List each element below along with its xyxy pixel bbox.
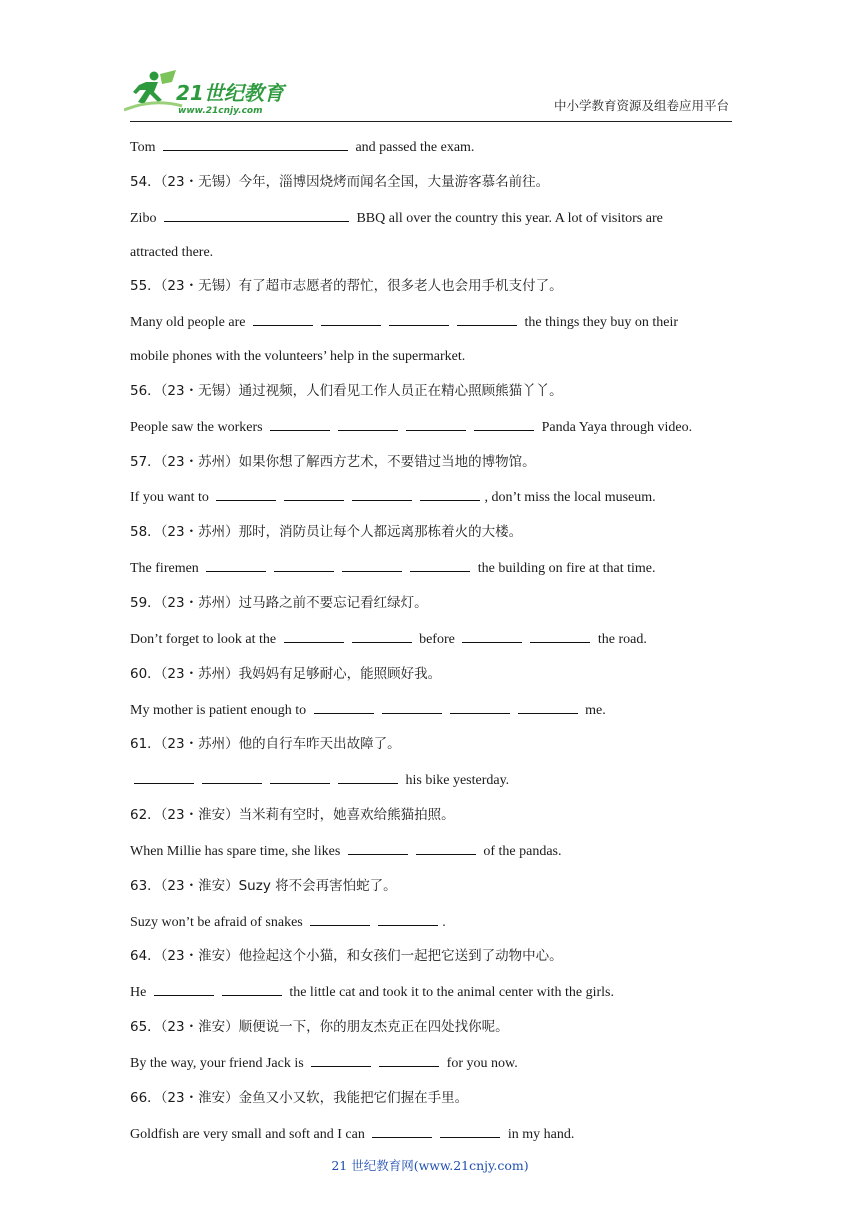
question-prompt — [130, 946, 730, 967]
question-sentence — [130, 1123, 730, 1145]
line-text: Panda Yaya through video. — [538, 419, 693, 435]
question-sentence — [130, 311, 730, 333]
answer-blank[interactable] — [416, 840, 476, 855]
line-text: My mother is patient enough to — [130, 702, 310, 718]
line-text: and passed the exam. — [351, 140, 475, 155]
line-text: me. — [581, 702, 606, 718]
question-sentence — [130, 840, 730, 862]
answer-blank[interactable] — [284, 486, 344, 501]
answer-blank[interactable] — [406, 416, 466, 431]
line-text: BBQ all over the country this year. A lot of visitors are — [352, 210, 663, 226]
line-text: in my hand. — [504, 1126, 575, 1142]
answer-blank[interactable] — [270, 769, 330, 784]
line-text: By the way, your friend Jack is — [130, 1055, 308, 1071]
line-text: People saw the workers — [130, 419, 267, 435]
header-divider — [130, 121, 732, 122]
line-text: Don’t forget to look at the — [130, 631, 280, 647]
logo-url: www.21cnjy.com — [178, 106, 263, 116]
answer-blank[interactable] — [440, 1123, 500, 1138]
question-sentence — [130, 1052, 730, 1074]
question-sentence — [130, 628, 730, 650]
answer-blank[interactable] — [348, 840, 408, 855]
line-text: The firemen — [130, 561, 203, 577]
line-text: 63．（23・淮安）Suzy 将不会再害怕蛇了。 — [130, 877, 397, 894]
platform-name: 中小学教育资源及组卷应用平台 — [553, 98, 729, 113]
line-text: 62．（23・淮安）当米莉有空时，她喜欢给熊猫拍照。 — [130, 807, 455, 824]
answer-blank[interactable] — [338, 769, 398, 784]
answer-blank[interactable] — [134, 769, 194, 784]
line-text: Goldfish are very small and soft and I can — [130, 1126, 369, 1142]
line-text: He — [130, 985, 150, 1001]
question-prompt — [130, 276, 730, 297]
answer-blank[interactable] — [163, 136, 348, 151]
line-text: of the pandas. — [479, 843, 562, 859]
answer-blank[interactable] — [222, 981, 282, 996]
line-text: 57．（23・苏州）如果你想了解西方艺术，不要错过当地的博物馆。 — [130, 453, 536, 470]
question-sentence — [130, 347, 730, 367]
answer-blank[interactable] — [311, 1052, 371, 1067]
question-prompt — [130, 381, 730, 402]
question-prompt — [130, 522, 730, 543]
question-prompt — [130, 1017, 730, 1038]
answer-blank[interactable] — [154, 981, 214, 996]
answer-blank[interactable] — [389, 311, 449, 326]
line-text: If you want to — [130, 490, 213, 506]
question-sentence — [130, 769, 730, 791]
line-text: 55．（23・无锡）有了超市志愿者的帮忙，很多老人也会用手机支付了。 — [130, 278, 563, 295]
question-prompt — [130, 452, 730, 473]
question-prompt — [130, 172, 730, 193]
question-sentence — [130, 207, 730, 229]
question-sentence — [130, 557, 730, 579]
line-text: 61．（23・苏州）他的自行车昨天出故障了。 — [130, 736, 401, 753]
question-sentence — [130, 486, 730, 508]
line-text: 56．（23・无锡）通过视频，人们看见工作人员正在精心照顾熊猫丫丫。 — [130, 382, 563, 399]
line-text: 66．（23・淮安）金鱼又小又软，我能把它们握在手里。 — [130, 1089, 469, 1106]
answer-blank[interactable] — [352, 628, 412, 643]
answer-blank[interactable] — [518, 699, 578, 714]
question-sentence — [130, 699, 730, 721]
answer-blank[interactable] — [206, 557, 266, 572]
line-text: the road. — [594, 631, 647, 647]
answer-blank[interactable] — [202, 769, 262, 784]
question-sentence — [130, 911, 730, 933]
answer-blank[interactable] — [379, 1052, 439, 1067]
line-text: Zibo — [130, 210, 160, 226]
question-prompt — [130, 734, 730, 755]
line-text: attracted there. — [130, 244, 214, 260]
line-text: the things they buy on their — [520, 315, 679, 331]
line-text: 65．（23・淮安）顺便说一下，你的朋友杰克正在四处找你呢。 — [130, 1019, 509, 1036]
line-text: the little cat and took it to the animal center with the girls. — [285, 985, 614, 1001]
runner-icon — [124, 70, 182, 110]
answer-blank[interactable] — [321, 311, 381, 326]
line-text: Tom — [130, 140, 159, 155]
line-text: 54．（23・无锡）今年，淄博因烧烤而闻名全国，大量游客慕名前往。 — [130, 173, 550, 190]
line-text: the building on fire at that time. — [474, 561, 656, 577]
answer-blank[interactable] — [284, 628, 344, 643]
answer-blank[interactable] — [474, 416, 534, 431]
answer-blank[interactable] — [372, 1123, 432, 1138]
answer-blank[interactable] — [338, 416, 398, 431]
answer-blank[interactable] — [274, 557, 334, 572]
answer-blank[interactable] — [530, 628, 590, 643]
logo-text: 21世纪教育 — [176, 81, 284, 105]
answer-blank[interactable] — [314, 699, 374, 714]
answer-blank[interactable] — [420, 486, 480, 501]
answer-blank[interactable] — [310, 911, 370, 926]
line-text: . — [442, 914, 446, 930]
answer-blank[interactable] — [457, 311, 517, 326]
question-prompt — [130, 1088, 730, 1109]
answer-blank[interactable] — [462, 628, 522, 643]
line-text: before — [415, 631, 459, 647]
line-text: 58．（23・苏州）那时，消防员让每个人都远离那栋着火的大楼。 — [130, 524, 523, 541]
answer-blank[interactable] — [164, 207, 349, 222]
line-text: 60．（23・苏州）我妈妈有足够耐心，能照顾好我。 — [130, 665, 442, 682]
answer-blank[interactable] — [410, 557, 470, 572]
line-text: , don’t miss the local museum. — [484, 490, 656, 506]
answer-blank[interactable] — [342, 557, 402, 572]
answer-blank[interactable] — [382, 699, 442, 714]
line-text: When Millie has spare time, she likes — [130, 843, 344, 859]
question-sentence — [130, 243, 730, 263]
question-prompt — [130, 876, 730, 897]
question-list — [130, 136, 730, 1158]
question-prompt — [130, 805, 730, 826]
line-text: mobile phones with the volunteers’ help in the supermarket. — [130, 349, 466, 365]
line-text: his bike yesterday. — [402, 773, 510, 789]
answer-blank[interactable] — [450, 699, 510, 714]
answer-blank[interactable] — [270, 416, 330, 431]
line-text: 59．（23・苏州）过马路之前不要忘记看红绿灯。 — [130, 594, 428, 611]
logo — [124, 70, 294, 116]
line-text: for you now. — [443, 1055, 518, 1071]
line-text: 64．（23・淮安）他捡起这个小猫，和女孩们一起把它送到了动物中心。 — [130, 948, 563, 965]
answer-blank[interactable] — [378, 911, 438, 926]
question-sentence — [130, 981, 730, 1003]
answer-blank[interactable] — [216, 486, 276, 501]
answer-blank[interactable] — [253, 311, 313, 326]
footer-link[interactable]: 21 世纪教育网(www.21cnjy.com) — [331, 1158, 529, 1173]
question-prompt — [130, 664, 730, 685]
answer-blank[interactable] — [352, 486, 412, 501]
line-text: Suzy won’t be afraid of snakes — [130, 914, 307, 930]
question-sentence — [130, 136, 730, 158]
question-prompt — [130, 593, 730, 614]
line-text: Many old people are — [130, 315, 249, 331]
question-sentence — [130, 416, 730, 438]
